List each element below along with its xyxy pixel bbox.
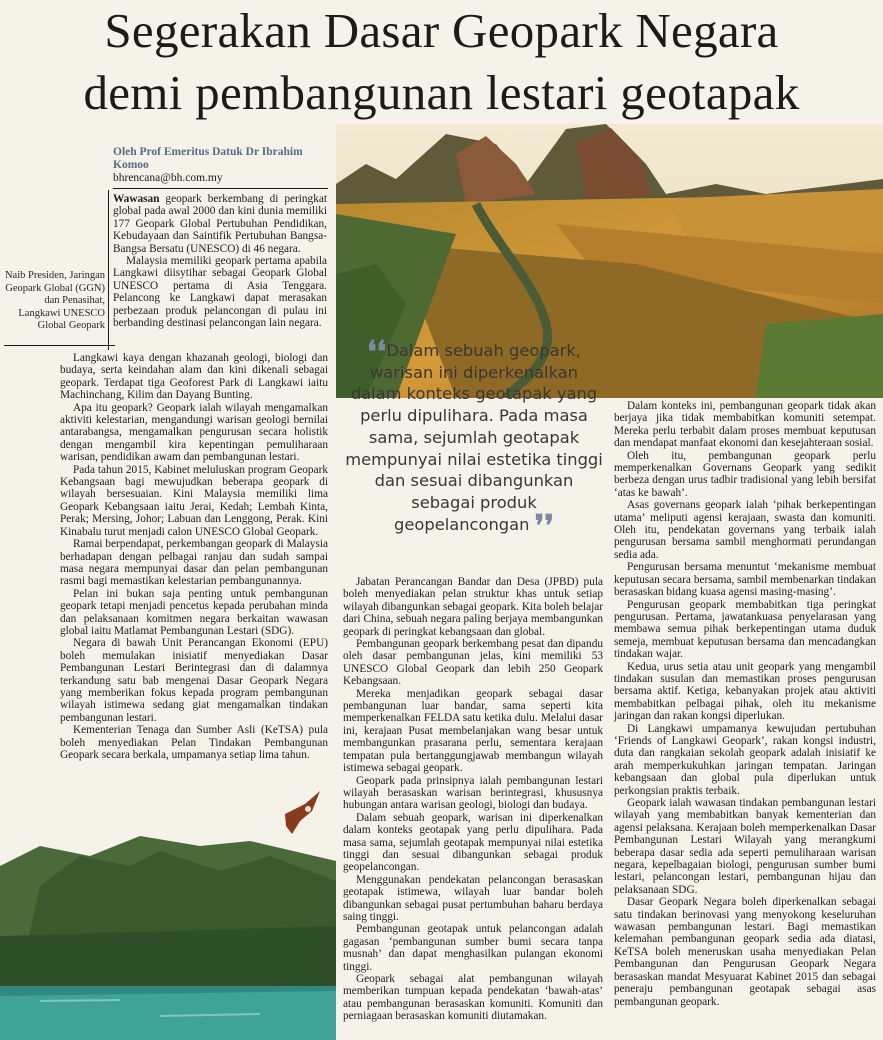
paragraph: Asas governans geopark ialah ‘pihak berkepentingan utama’ meliputi agensi kerajaan, swasta dan komuniti. Oleh itu, pendekatan governans yang terbaik ialah pengurusan bersama sambil menghormati perundangan sedia ada. bbox=[614, 499, 876, 561]
paragraph: Ramai berpendapat, perkembangan geopark di Malaysia berhadapan dengan pelbagai ranjau dan sudah sampai masa negara mempunyai dasar dan pelan pembangunan rasmi bagi memastikan kelestarian pembangunannya. bbox=[60, 538, 328, 588]
paragraph: Dasar Geopark Negara boleh diperkenalkan sebagai satu tindakan berinovasi yang menyokong keseluruhan wawasan pembangunan lestari. Bagi memastikan kelemahan pembangunan geopark sedia ada diatasi, KeTSA boleh meneruskan usaha menyediakan Pelan Pembangunan dan Pengurusan Geopark Negara berasaskan mandat Mesyuarat Kabinet 2015 dan sebagai peneraju pembangunan geotapak sebagai asas pembangunan geopark. bbox=[614, 896, 876, 1008]
paragraph: Pembangunan geotapak untuk pelancongan adalah gagasan ‘pembangunan sumber bumi secara tanpa musnah’ dan dapat menghasilkan pulangan ekonomi tinggi. bbox=[343, 923, 603, 973]
bio-rule bbox=[4, 345, 115, 346]
close-quote-icon: ❜❜ bbox=[534, 508, 554, 544]
paragraph: Pengurusan bersama menuntut ‘mekanisme membuat keputusan secara bersama, sambil membenarkan tindakan berasaskan bidang kuasa agensi masing-masing’. bbox=[614, 561, 876, 599]
column-1-intro bbox=[113, 193, 327, 329]
headline-line-1: Segerakan Dasar Geopark Negara bbox=[104, 3, 779, 58]
paragraph: Mereka menjadikan geopark sebagai dasar pembangunan luar bandar, sama seperti kita memperkenalkan FELDA satu ketika dulu. Melalui dasar ini, kerajaan Pusat membelanjakan wang besar untuk membangunkan prasarana perlu, sementara kerajaan tempatan pula bertanggungjawab membangun wilayah istimewa sebagai geopark. bbox=[343, 687, 603, 775]
mangrove-eagle-image bbox=[0, 786, 336, 1040]
paragraph: Pembangunan geopark berkembang pesat dan dipandu oleh dasar pembangunan jelas, kini memiliki 53 UNESCO Global Geopark dan lebih 250 Geopark Kebangsaan. bbox=[343, 638, 603, 688]
mangrove-photo bbox=[0, 786, 336, 1040]
author-bio: Naib Presiden, Jaringan Geopark Global (GGN) dan Penasihat, Langkawi UNESCO Global Geopark bbox=[4, 270, 105, 331]
paragraph: Pengurusan geopark membabitkan tiga peringkat pengurusan. Pertama, jawatankuasa penyelarasan yang membawa semua pihak berkepentingan utama duduk semeja, membuat keputusan bersama dan mencadangkan tindakan wajar. bbox=[614, 598, 876, 661]
lead-word: Wawasan bbox=[113, 193, 160, 205]
paragraph: Jabatan Perancangan Bandar dan Desa (JPBD) pula boleh menyediakan pelan struktur khas untuk setiap wilayah dibangunkan sebagai geopark. Kita boleh belajar dari China, sebuah negara paling berjaya membangunkan geopark di peringkat kebangsaan dan global. bbox=[343, 576, 603, 638]
paragraph: Negara di bawah Unit Perancangan Ekonomi (EPU) boleh memulakan inisiatif menyediakan Dasar Pembangunan Lestari Berintegrasi dan di dalamnya terkandung satu bab mengenai Dasar Geopark Negara yang memberikan fokus kepada program pembangunan wilayah istimewa sedang giat mengamalkan tindakan pembangunan lestari. bbox=[60, 637, 328, 724]
intro-paragraph: Wawasan geopark berkembang di peringkat global pada awal 2000 dan kini dunia memiliki 177 Geopark Global Pertubuhan Pendidikan, Kebudayaan dan Saintifik Pertubuhan Bangsa-Bangsa Bersatu (UNESCO) di 46 negara. bbox=[113, 193, 327, 255]
paragraph: Dalam sebuah geopark, warisan ini diperkenalkan dalam konteks geotapak yang perlu dipulihara. Pada masa sama, sejumlah geotapak mempunyai nilai estetika tinggi dan sesuai dibangunkan sebagai produk geopelancongan. bbox=[343, 811, 603, 874]
byline bbox=[113, 146, 328, 189]
column-3 bbox=[614, 400, 876, 1008]
headline-line-2: demi pembangunan lestari geotapak bbox=[83, 65, 800, 120]
paragraph: Di Langkawi umpamanya kewujudan pertubuhan ‘Friends of Langkawi Geopark’, rakan kongsi industri, duta dan rangkaian sekolah geopark adalah inisiatif ke arah memperkukuhkan jaringan tempatan. Jaringan kebangsaan dan global pula diperlukan untuk perkongsian praktis terbaik. bbox=[614, 722, 876, 797]
paragraph: Dalam konteks ini, pembangunan geopark tidak akan berjaya jika tidak membabitkan komuniti setempat. Mereka perlu terbabit dalam proses membuat keputusan dan mendapat manfaat ekonomi dan kesejahteraan sosial. bbox=[614, 400, 876, 450]
paragraph: Geopark sebagai alat pembangunan wilayah memberikan tumpuan kepada pendekatan ‘bawah-atas’ atau pembangunan berasaskan komuniti. Komuniti dan perniagaan berasaskan komuniti diutamakan. bbox=[343, 973, 603, 1023]
paragraph: Pelan ini bukan saja penting untuk pembangunan geopark tetapi menjadi pencetus kepada perubahan minda dan pelaksanaan komitmen negara berkaitan wawasan global iaitu Matlamat Pembangunan Lestari (SDG). bbox=[60, 587, 328, 637]
author-email[interactable]: bhrencana@bh.com.my bbox=[113, 171, 328, 189]
paragraph: Oleh itu, pembangunan geopark perlu memperkenalkan Governans Geopark yang sedikit berbeza dengan urus tadbir tradisional yang lebih bersifat ‘atas ke bawah’. bbox=[614, 449, 876, 499]
paragraph: Geopark ialah wawasan tindakan pembangunan lestari wilayah yang membabitkan banyak kementerian dan agensi pelaksana. Kerajaan boleh memperkenalkan Dasar Pembangunan Lestari Wilayah yang merangkumi beberapa dasar sedia ada seperti pemuliharaan warisan negara, kepelbagaian biologi, pengurusan sumber bumi lestari, pelancongan lestari, pembangunan hijau dan pelaksanaan SDG. bbox=[614, 797, 876, 896]
paragraph: Malaysia memiliki geopark pertama apabila Langkawi diisytihar sebagai Geopark Global UNESCO pertama di Asia Tenggara. Pelancong ke Langkawi dapat merasakan perbezaan produk pelancongan di pulau ini berbanding destinasi pelancongan lain negara. bbox=[113, 255, 327, 330]
paragraph: Langkawi kaya dengan khazanah geologi, biologi dan budaya, serta keindahan alam dan kini dikenali sebagai geopark. Terdapat tiga Geoforest Park di Langkawi iaitu Machinchang, Kilim dan Dayang Bunting. bbox=[60, 352, 328, 402]
column-2 bbox=[343, 576, 603, 1023]
paragraph: Kedua, urus setia atau unit geopark yang mengambil tindakan susulan dan memastikan proses pengurusan bersama aktif. Ketiga, kebanyakan projek atau aktiviti membabitkan pelbagai pihak, oleh itu mekanisme jaringan dan rakan kongsi diperlukan. bbox=[614, 660, 876, 723]
paragraph: Menggunakan pendekatan pelancongan berasaskan geotapak istimewa, wilayah luar bandar boleh dibangunkan sebagai pusat pertumbuhan baharu berdaya saing tinggi. bbox=[343, 873, 603, 923]
paragraph: Apa itu geopark? Geopark ialah wilayah mengamalkan aktiviti kelestarian, mengandungi warisan geologi bernilai antarabangsa, mengamalkan pengurusan secara holistik dengan mengambil kira kepentingan pemuliharaan warisan, pendidikan awam dan pembangunan lestari. bbox=[60, 401, 328, 464]
paragraph: Kementerian Tenaga dan Sumber Asli (KeTSA) pula boleh menyediakan Pelan Tindakan Pembangunan Geopark secara berkala, umpamanya setiap lima tahun. bbox=[60, 724, 328, 761]
open-quote-icon: ❛❛ bbox=[367, 335, 387, 370]
column-rule bbox=[108, 190, 109, 350]
paragraph: Pada tahun 2015, Kabinet meluluskan program Geopark Kebangsaan bagi mewujudkan beberapa geopark di wilayah bersesuaian. Kini Malaysia memiliki lima Geopark Kebangsaan iaitu Jerai, Kedah; Lembah Kinta, Perak; Mersing, Johor; Labuan dan Lenggong, Perak. Kini Kinabalu turut menjadi calon UNESCO Global Geopark. bbox=[60, 463, 328, 538]
column-1 bbox=[60, 352, 328, 761]
pull-quote: ❛❛Dalam sebuah geopark, warisan ini diperkenalkan dalam konteks geotapak yang perlu dipulihara. Pada masa sama, sejumlah geotapak mempunyai nilai estetika tinggi dan sesuai dibangunkan sebagai produk geopelancongan ❜❜ bbox=[345, 335, 603, 544]
paragraph: Geopark pada prinsipnya ialah pembangunan lestari wilayah berasaskan warisan berintegrasi, khususnya hubungan antara warisan geologi, biologi dan budaya. bbox=[343, 774, 603, 812]
author-name: Oleh Prof Emeritus Datuk Dr Ibrahim Komoo bbox=[113, 146, 303, 171]
